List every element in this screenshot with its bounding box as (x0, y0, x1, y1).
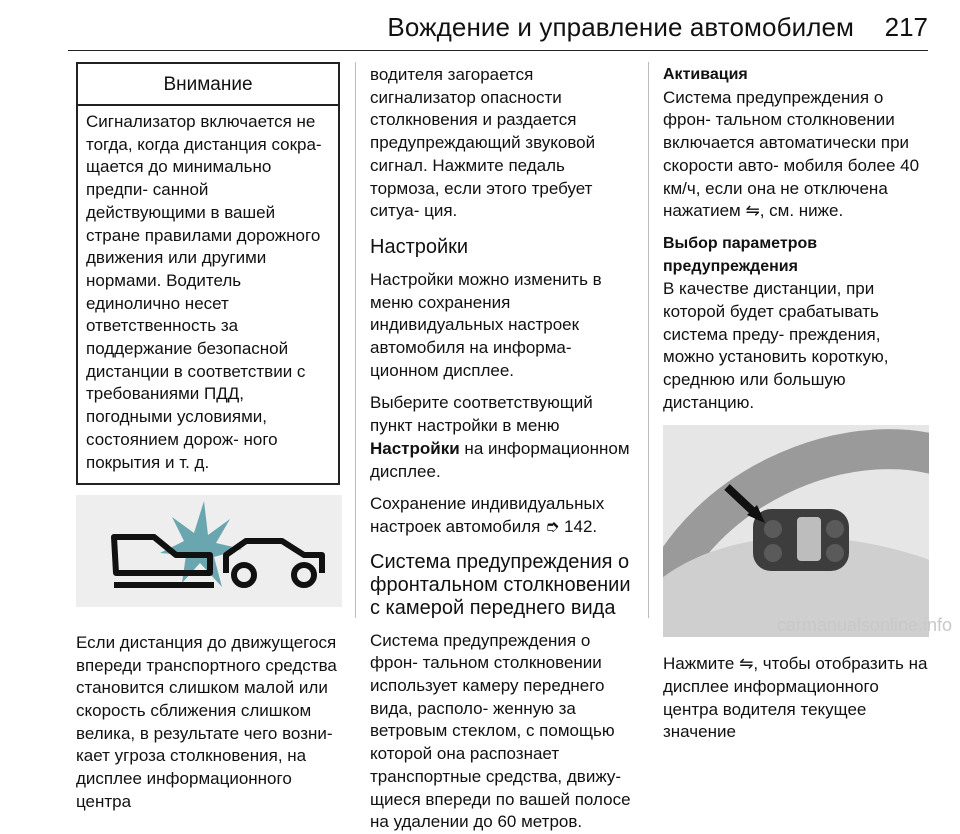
header-title: Вождение и управление автомобилем (387, 12, 854, 42)
settings-menu-label: Настройки (370, 438, 460, 458)
steering-wheel-image (663, 425, 929, 637)
activation-heading: Активация (663, 66, 748, 83)
warning-body: Сигнализатор включается не тогда, когда дистанция сокра- щается до минимально предпи- санной действующими в вашей стране правилами дорожного движения или другими нормами. Водитель единолично несет ответственность за поддержание безопасной дистанции в соответствии с требованиями ПДД, погодными условиями, состоянием дорож- ного покрытия и т. д. (86, 112, 322, 472)
page-ref-number: 142. (564, 516, 598, 536)
select-heading: Выбор параметров предупреждения (663, 234, 818, 275)
press-text-b: , чтобы отобразить на дисплее информационного центра водителя текущее значение (663, 654, 928, 742)
page-header (0, 0, 960, 50)
press-paragraph (663, 653, 935, 744)
settings-menu-text-a: Выберите соответствующий пункт настройки в меню (370, 393, 593, 436)
warning-box (76, 62, 340, 485)
activation-text-b: , см. ниже. (759, 201, 844, 221)
settings-menu-paragraph (370, 392, 635, 483)
header-rule (68, 50, 928, 51)
column-1 (76, 62, 340, 814)
car-distance-icon: ⇋ (745, 201, 760, 222)
personal-settings-ref (370, 493, 635, 538)
collision-paragraph: Если дистанция до движущегося впереди транспортного средства становится слишком малой или скорость сближения слишком велика, в результате чего возни- кает угроза столкновения, на дисплее информационного центра (76, 632, 337, 811)
car-distance-icon-2: ⇋ (739, 654, 754, 675)
settings-menu-text-b: на информационном дисплее. (370, 438, 630, 481)
column-divider-2 (648, 62, 649, 618)
press-text-a: Нажмите (663, 654, 740, 674)
column-2 (370, 64, 635, 834)
system-heading: Система предупреждения о фронтальном столкновении с камерой переднего вида (370, 550, 631, 619)
activation-paragraph (663, 87, 935, 223)
activation-text-a: Система предупреждения о фрон- тальном столкновении включается автоматически при скорости авто- мобиля более 40 км/ч, если она не отключена нажатием (663, 87, 920, 221)
settings-paragraph: Настройки можно изменить в меню сохранения индивидуальных настроек автомобиля на информа- ционном дисплее. (370, 269, 602, 380)
system-paragraph: Система предупреждения о фрон- тальном столкновении использует камеру переднего вида, располо- женную за ветровым стеклом, с помощью которой она распознает транспортные средства, движу- щиеся впереди по вашей полосе на удалении до 60 метров. (370, 630, 631, 832)
select-paragraph: В качестве дистанции, при которой будет срабатывать система преду- преждения, можно установить короткую, среднюю или большую дистанцию. (663, 279, 889, 412)
page-number: 217 (884, 12, 928, 42)
personal-settings-text: Сохранение индивидуальных настроек автомобиля (370, 494, 605, 536)
page-ref-arrow-icon: ➮ (545, 516, 560, 537)
continuation-paragraph: водителя загорается сигнализатор опасности столкновения и раздается предупреждающий звуковой сигнал. Нажмите педаль тормоза, если этого требует ситуа- ция. (370, 65, 596, 221)
column-divider (355, 62, 356, 618)
settings-heading: Настройки (370, 235, 469, 258)
column-3 (663, 64, 935, 744)
collision-warning-icon (76, 495, 342, 607)
watermark: carmanualsonline.info (776, 615, 952, 635)
warning-title: Внимание (78, 64, 338, 106)
